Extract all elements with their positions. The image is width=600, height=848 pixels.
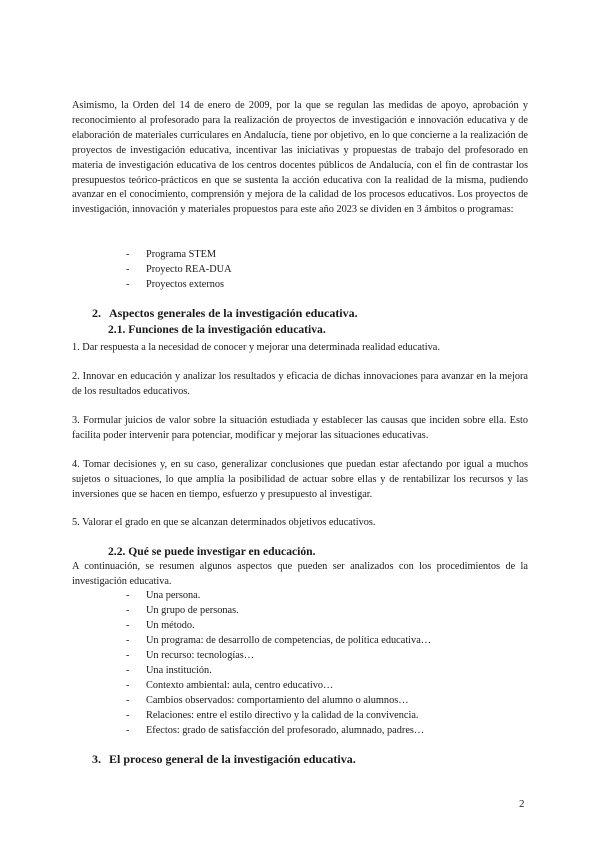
section-3-heading — [92, 752, 356, 767]
subsection-2-1-heading: 2.1. Funciones de la investigación educativa. — [108, 323, 326, 336]
list-item: - Una persona. — [126, 588, 431, 603]
intro-paragraph: Asimismo, la Orden del 14 de enero de 2009, por la que se regulan las medidas de apoyo, aprobación y reconocimiento al profesorado para la realización de proyectos de investigación e innovación educativa y de elaboración de materiales curriculares en Andalucía, tiene por objetivo, en lo que concierne a la realización de proyectos de investigación educativa, incentivar las iniciativas y propuestas de trabajo del profesorado en materia de investigación educativa de los centros docentes públicos de Andalucía, con el fin de contrastar los presupuestos teórico-prácticos en que se sustenta la acción educativa con la realidad de la misma, pudiendo avanzar en el conocimiento, comprensión y mejora de la calidad de los procesos educativos. Los proyectos de investigación, innovación y materiales propuestos para este año 2023 se dividen en 3 ámbitos o programas: — [72, 100, 528, 216]
list-item: - Un grupo de personas. — [126, 603, 431, 618]
function-item-4: 4. Tomar decisiones y, en su caso, generalizar conclusiones que puedan estar afectando por igual a muchos sujetos o situaciones, lo que amplía la posibilidad de actuar sobre ellas y de rentabilizar los recursos y las inversiones que se hacen en tiempo, esfuerzo y presupuesto al investigar. — [72, 459, 528, 500]
list-item: - Relaciones: entre el estilo directivo y la calidad de la convivencia. — [126, 708, 431, 723]
list-item: - Un método. — [126, 618, 431, 633]
list-item: - Un programa: de desarrollo de competencias, de política educativa… — [126, 633, 431, 648]
section-title: El proceso general de la investigación educativa. — [109, 752, 356, 766]
list-item: - Una institución. — [126, 663, 431, 678]
list-item: - Un recurso: tecnologías… — [126, 648, 431, 663]
page-number: 2 — [519, 798, 525, 810]
section-number: 2. — [92, 306, 101, 320]
function-item-2: 2. Innovar en educación y analizar los resultados y eficacia de dichas innovaciones para avanzar en la mejora de los resultados educativos. — [72, 371, 528, 397]
section-2-heading — [92, 306, 358, 321]
list-item: - Contexto ambiental: aula, centro educativo… — [126, 678, 431, 693]
list-item: - Efectos: grado de satisfacción del profesorado, alumnado, padres… — [126, 723, 431, 738]
section-title: Aspectos generales de la investigación educativa. — [109, 306, 358, 320]
function-item-3: 3. Formular juicios de valor sobre la situación estudiada y establecer las causas que inciden sobre ella. Esto facilita poder intervenir para potenciar, modificar y mejorar las situaciones educativas. — [72, 415, 528, 441]
subsection-2-2-heading: 2.2. Qué se puede investigar en educación. — [108, 545, 316, 558]
list-item: - Programa STEM — [126, 247, 232, 262]
section-number: 3. — [92, 752, 101, 766]
aspects-list — [126, 588, 431, 738]
function-item-5: 5. Valorar el grado en que se alcanzan determinados objetivos educativos. — [72, 517, 376, 528]
list-item: - Proyectos externos — [126, 277, 232, 292]
function-item-1: 1. Dar respuesta a la necesidad de conocer y mejorar una determinada realidad educativa. — [72, 342, 440, 353]
list-item: - Cambios observados: comportamiento del alumno o alumnos… — [126, 693, 431, 708]
list-item: - Proyecto REA-DUA — [126, 262, 232, 277]
programs-list — [126, 247, 232, 292]
subsection-2-2-intro: A continuación, se resumen algunos aspectos que pueden ser analizados con los procedimientos de la investigación educativa. — [72, 561, 528, 587]
